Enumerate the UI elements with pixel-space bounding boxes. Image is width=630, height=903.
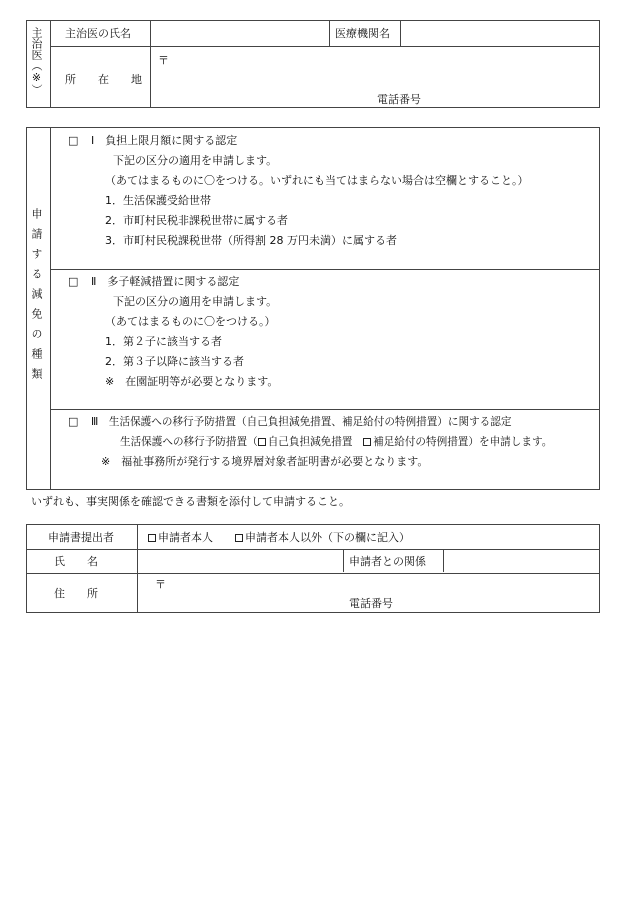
applicant-phone-label: 電話番号 — [349, 597, 393, 610]
section2-item-1[interactable]: 1．第２子に該当する者 — [105, 335, 222, 348]
doctor-address-label: 所 在 地 — [65, 73, 142, 86]
section3-checkbox[interactable]: □ — [68, 415, 79, 428]
applicant-postal-mark: 〒 — [155, 578, 166, 591]
relation-label: 申請者との関係 — [349, 555, 426, 568]
section2-item-2[interactable]: 2．第３子以降に該当する者 — [105, 355, 244, 368]
doctor-table — [26, 20, 600, 108]
section2-checkbox[interactable]: □ — [68, 275, 79, 288]
relation-field[interactable] — [448, 555, 596, 569]
reduction-table — [26, 127, 600, 490]
submitter-options — [148, 531, 410, 545]
institution-label: 医療機関名 — [335, 27, 390, 40]
submitter-label: 申請書提出者 — [48, 531, 114, 544]
section3-note: ※ 福祉事務所が発行する境界層対象者証明書が必要となります。 — [101, 455, 429, 468]
section1-title: Ⅰ 負担上限月額に関する認定 — [91, 134, 238, 147]
section1-line1: 下記の区分の適用を申請します。 — [113, 154, 278, 167]
option-b-checkbox[interactable] — [363, 438, 371, 446]
section1-item-3[interactable]: 3．市町村民税課税世帯（所得割 28 万円未満）に属する者 — [105, 234, 397, 247]
section1-checkbox[interactable]: □ — [68, 134, 79, 147]
section3-line1 — [120, 435, 552, 449]
doctor-name-field[interactable] — [155, 27, 325, 41]
section2-line1: 下記の区分の適用を申請します。 — [113, 295, 278, 308]
section2-note-2: ※ 在園証明等が必要となります。 — [105, 375, 279, 388]
reduction-side-label: 申請する減免の種類 — [30, 208, 43, 388]
submitter-self-label: 申請者本人 — [158, 531, 213, 544]
section2-note: （あてはまるものに〇をつける。） — [105, 315, 276, 328]
option-a-checkbox[interactable] — [258, 438, 266, 446]
section3-line1-prefix: 生活保護への移行予防措置（ — [120, 436, 258, 448]
section2-title: Ⅱ 多子軽減措置に関する認定 — [91, 275, 240, 288]
submitter-other-label: 申請者本人以外（下の欄に記入） — [245, 531, 410, 544]
section1-item-1[interactable]: 1．生活保護受給世帯 — [105, 194, 211, 207]
doctor-name-label: 主治医の氏名 — [65, 27, 131, 40]
applicant-name-label: 氏 名 — [54, 555, 98, 568]
submitter-other-checkbox[interactable] — [235, 534, 243, 542]
institution-field[interactable] — [405, 27, 595, 41]
footnote: いずれも、事実関係を確認できる書類を添付して申請すること。 — [31, 495, 350, 508]
option-a-label: 自己負担減免措置 — [267, 436, 353, 448]
section3-title: Ⅲ 生活保護への移行予防措置（自己負担減免措置、補足給付の特例措置）に関する認定 — [91, 416, 512, 428]
section3-line1-suffix: ）を申請します。 — [468, 436, 553, 448]
section1-note: （あてはまるものに〇をつける。いずれにも当てはまらない場合は空欄とすること。） — [105, 174, 529, 187]
applicant-address-label: 住 所 — [54, 587, 98, 600]
option-b-label: 補足給付の特例措置 — [373, 436, 469, 448]
doctor-phone-label: 電話番号 — [377, 93, 421, 106]
doctor-postal-mark: 〒 — [158, 54, 169, 67]
section1-item-2[interactable]: 2．市町村民税非課税世帯に属する者 — [105, 214, 288, 227]
submitter-self-checkbox[interactable] — [148, 534, 156, 542]
doctor-side-label: 主治医（※） — [30, 27, 43, 95]
applicant-table — [26, 524, 600, 613]
applicant-name-field[interactable] — [142, 555, 338, 569]
